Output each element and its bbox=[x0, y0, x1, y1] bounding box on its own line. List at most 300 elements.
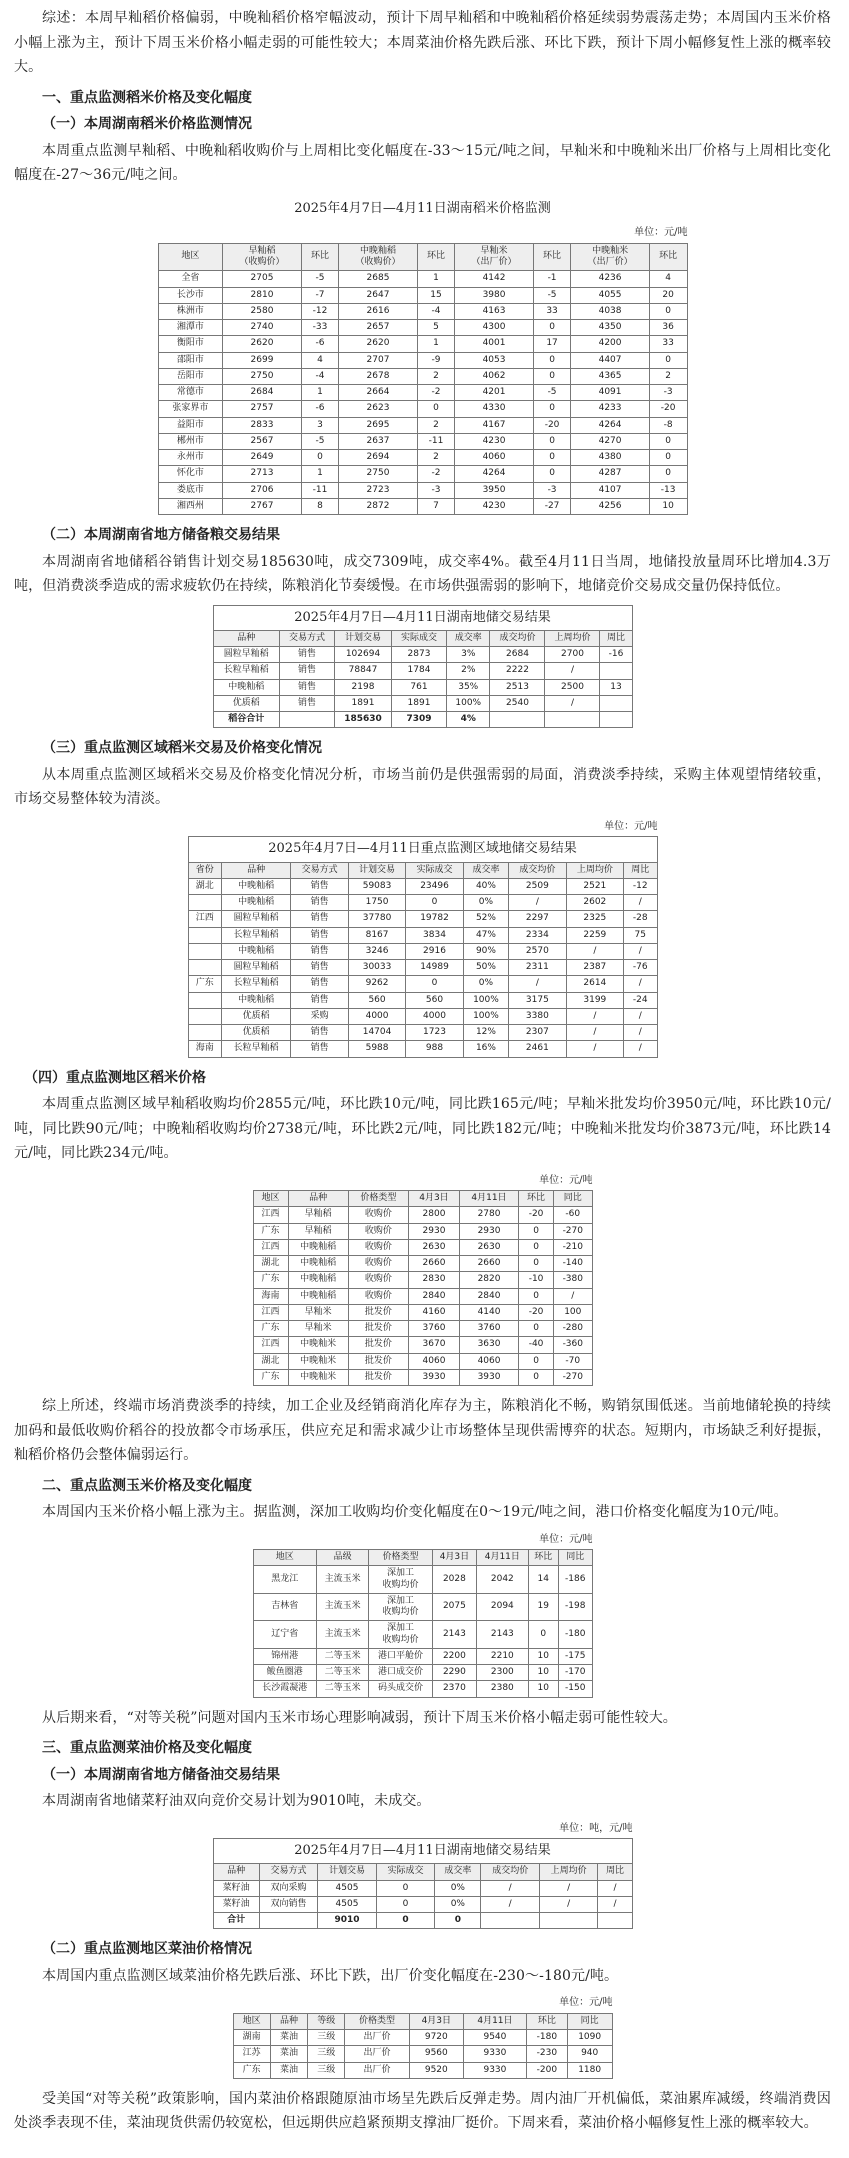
table-cell: 广东 bbox=[253, 1369, 288, 1385]
table-cell: 中晚籼稻 bbox=[221, 992, 290, 1008]
table-cell: -3 bbox=[533, 482, 571, 498]
table-cell: 港口平舱价 bbox=[369, 1648, 432, 1664]
table-cell: 江西 bbox=[253, 1337, 288, 1353]
table-cell: 3175 bbox=[509, 992, 566, 1008]
table-cell: 2695 bbox=[339, 417, 417, 433]
table-cell: -9 bbox=[417, 352, 455, 368]
table-cell: 销售 bbox=[280, 679, 335, 695]
table-cell: 销售 bbox=[291, 1041, 348, 1057]
table-row bbox=[253, 1272, 592, 1288]
column-header: 成交率 bbox=[435, 1864, 481, 1880]
table-cell: 4000 bbox=[406, 1008, 463, 1024]
table-cell: 优质稻 bbox=[213, 695, 280, 711]
hunan-rice-table-title: 2025年4月7日—4月11日湖南稻米价格监测 bbox=[294, 200, 551, 216]
table-cell: 江西 bbox=[188, 911, 221, 927]
table-cell: 3670 bbox=[408, 1337, 459, 1353]
table-cell: 菜油 bbox=[270, 2030, 307, 2046]
column-header: 成交均价 bbox=[490, 630, 545, 646]
section3-p3: 受美国“对等关税”政策影响，国内菜油价格跟随原油市场呈先跌后反弹走势。周内油厂开机偏低，菜油累库减缓，终端消费因处淡季表现不佳，菜油现货供需仍较宽松，但远期供应趋紧预期支撑油厂挺价。下周来看，菜油价格小幅修复性上涨的概率较大。 bbox=[14, 2090, 831, 2132]
table-cell: 9262 bbox=[348, 976, 405, 992]
table-cell: 菜油 bbox=[270, 2046, 307, 2062]
column-header: 实际成交 bbox=[406, 862, 463, 878]
table-cell: 2042 bbox=[477, 1566, 528, 1594]
table-cell: 10 bbox=[528, 1665, 558, 1681]
table-cell: 19782 bbox=[406, 911, 463, 927]
table-cell: 三级 bbox=[308, 2046, 345, 2062]
table-cell: / bbox=[509, 895, 566, 911]
table-cell: 5 bbox=[417, 320, 455, 336]
table-cell: -230 bbox=[526, 2046, 567, 2062]
table-cell: 海南 bbox=[188, 1041, 221, 1057]
table-row bbox=[158, 368, 687, 384]
table-cell: 2649 bbox=[223, 450, 301, 466]
table-cell: 0 bbox=[533, 433, 571, 449]
table-cell: -13 bbox=[649, 482, 687, 498]
table-cell: 2602 bbox=[566, 895, 623, 911]
table-cell: 4000 bbox=[348, 1008, 405, 1024]
table-cell: 2075 bbox=[432, 1593, 476, 1621]
table-row bbox=[158, 482, 687, 498]
table-cell: 100% bbox=[463, 992, 508, 1008]
table-cell: 1784 bbox=[392, 663, 447, 679]
table-row bbox=[253, 1239, 592, 1255]
table-cell: 3760 bbox=[408, 1321, 459, 1337]
table-row bbox=[188, 1041, 657, 1057]
table-cell: 0 bbox=[649, 450, 687, 466]
table-header-row bbox=[213, 630, 632, 646]
table-cell: 40% bbox=[463, 878, 508, 894]
table-cell: / bbox=[539, 1880, 597, 1896]
table-cell: / bbox=[545, 663, 600, 679]
column-header: 同比 bbox=[554, 1191, 592, 1207]
table-cell: 47% bbox=[463, 927, 508, 943]
table-cell: 4055 bbox=[571, 287, 649, 303]
table-cell: 长沙霞凝港 bbox=[253, 1681, 316, 1697]
table-cell: 50% bbox=[463, 960, 508, 976]
table-cell: 张家界市 bbox=[158, 401, 223, 417]
section1-sub2-heading: （二）本周湖南省地方储备粮交易结果 bbox=[42, 527, 280, 543]
table-cell: / bbox=[566, 1008, 623, 1024]
table-cell: 长沙市 bbox=[158, 287, 223, 303]
table-row bbox=[253, 1288, 592, 1304]
table-cell: 4230 bbox=[455, 498, 533, 514]
table-cell: 8 bbox=[301, 498, 339, 514]
table-cell: 0 bbox=[519, 1321, 554, 1337]
column-header: 环比 bbox=[528, 1550, 558, 1566]
table-cell: 2800 bbox=[408, 1207, 459, 1223]
table-cell: -27 bbox=[533, 498, 571, 514]
column-header: 同比 bbox=[559, 1550, 592, 1566]
region-reserve-table-wrap bbox=[188, 818, 658, 1058]
column-header: 价格类型 bbox=[345, 2013, 409, 2029]
table-cell: -4 bbox=[417, 303, 455, 319]
table-cell: 10 bbox=[528, 1648, 558, 1664]
table-cell: 2620 bbox=[339, 336, 417, 352]
region-rice-price-table bbox=[253, 1190, 593, 1386]
table-cell: 0 bbox=[417, 401, 455, 417]
table-cell: 邵阳市 bbox=[158, 352, 223, 368]
table-cell: 批发价 bbox=[348, 1337, 408, 1353]
column-header: 早籼米 （出厂价） bbox=[455, 243, 533, 271]
table-cell: 14989 bbox=[406, 960, 463, 976]
table-row bbox=[253, 1321, 592, 1337]
table-cell: 株洲市 bbox=[158, 303, 223, 319]
table-row bbox=[253, 1353, 592, 1369]
table-cell: 2660 bbox=[459, 1256, 518, 1272]
table-cell: 14 bbox=[528, 1566, 558, 1594]
table-cell: 36 bbox=[649, 320, 687, 336]
column-header: 交易方式 bbox=[280, 630, 335, 646]
table-cell: 988 bbox=[406, 1041, 463, 1057]
table-row bbox=[158, 303, 687, 319]
table-cell: -24 bbox=[624, 992, 657, 1008]
table-row bbox=[158, 466, 687, 482]
table-row bbox=[188, 878, 657, 894]
table-row bbox=[253, 1566, 592, 1594]
table-cell bbox=[188, 1008, 221, 1024]
table-cell: 中晚籼稻 bbox=[288, 1239, 348, 1255]
table-row bbox=[158, 450, 687, 466]
table-cell: 批发价 bbox=[348, 1321, 408, 1337]
table-cell: / bbox=[624, 1041, 657, 1057]
table-cell: 0 bbox=[519, 1369, 554, 1385]
table-cell: 衡阳市 bbox=[158, 336, 223, 352]
table-cell: 3630 bbox=[459, 1337, 518, 1353]
table-cell: 广东 bbox=[188, 976, 221, 992]
table-cell: 鲅鱼圈港 bbox=[253, 1665, 316, 1681]
table-cell: 4365 bbox=[571, 368, 649, 384]
column-header: 地区 bbox=[233, 2013, 270, 2029]
hunan-reserve-table-wrap bbox=[213, 605, 633, 729]
table-cell: 0 bbox=[406, 895, 463, 911]
corn-price-table bbox=[253, 1549, 593, 1698]
table-cell: 江西 bbox=[253, 1207, 288, 1223]
table-cell: 0 bbox=[649, 352, 687, 368]
table-row bbox=[188, 1025, 657, 1041]
table-total-row bbox=[213, 1913, 632, 1929]
table-cell: 4256 bbox=[571, 498, 649, 514]
table-cell: 收购价 bbox=[348, 1239, 408, 1255]
table-cell: -270 bbox=[554, 1223, 592, 1239]
table-cell: 江西 bbox=[253, 1239, 288, 1255]
column-header: 周比 bbox=[598, 1864, 632, 1880]
table-cell: 9330 bbox=[463, 2062, 526, 2078]
table-cell: 8167 bbox=[348, 927, 405, 943]
table-cell: 4 bbox=[649, 271, 687, 287]
table-cell: -175 bbox=[559, 1648, 592, 1664]
table-cell: 1 bbox=[417, 271, 455, 287]
table-cell: 0 bbox=[528, 1621, 558, 1649]
table-cell: 4091 bbox=[571, 385, 649, 401]
table-cell: 2723 bbox=[339, 482, 417, 498]
table-cell: / bbox=[509, 976, 566, 992]
table-cell: 湖南 bbox=[233, 2030, 270, 2046]
table-cell: 9720 bbox=[409, 2030, 463, 2046]
table-cell: 2694 bbox=[339, 450, 417, 466]
hunan-rice-price-table bbox=[158, 243, 688, 515]
column-header: 4月3日 bbox=[408, 1191, 459, 1207]
table-cell: 长粒早籼稻 bbox=[221, 976, 290, 992]
table-cell: 合计 bbox=[213, 1913, 259, 1929]
oil-reserve-table-wrap bbox=[213, 1820, 633, 1930]
table-cell bbox=[188, 960, 221, 976]
table-cell: 长粒早籼稻 bbox=[213, 663, 280, 679]
table-cell: 3980 bbox=[455, 287, 533, 303]
table-cell: 湖北 bbox=[253, 1353, 288, 1369]
table-row bbox=[158, 287, 687, 303]
column-header: 4月11日 bbox=[459, 1191, 518, 1207]
table-cell: 2660 bbox=[408, 1256, 459, 1272]
table-cell: -3 bbox=[649, 385, 687, 401]
table-cell: 0 bbox=[519, 1353, 554, 1369]
table-cell: 17 bbox=[533, 336, 571, 352]
table-row bbox=[158, 417, 687, 433]
table-cell: -5 bbox=[301, 433, 339, 449]
table-cell: 销售 bbox=[291, 960, 348, 976]
table-row bbox=[188, 943, 657, 959]
column-header: 省份 bbox=[188, 862, 221, 878]
table-cell bbox=[188, 1025, 221, 1041]
table-cell: -12 bbox=[301, 303, 339, 319]
table-cell: 中晚籼米 bbox=[288, 1353, 348, 1369]
table-cell: 长粒早籼稻 bbox=[221, 1041, 290, 1057]
table-cell: 4% bbox=[447, 712, 490, 728]
column-header: 地区 bbox=[253, 1191, 288, 1207]
table-cell: 2750 bbox=[223, 368, 301, 384]
table-cell: 2143 bbox=[432, 1621, 476, 1649]
column-header: 中晚籼米 （出厂价） bbox=[571, 243, 649, 271]
table-cell: -170 bbox=[559, 1665, 592, 1681]
table-cell: 2810 bbox=[223, 287, 301, 303]
table-row bbox=[253, 1648, 592, 1664]
table-cell: 2521 bbox=[566, 878, 623, 894]
column-header: 早籼稻 （收购价） bbox=[223, 243, 301, 271]
table-cell: 2% bbox=[447, 663, 490, 679]
table-row bbox=[233, 2062, 612, 2078]
table-cell: 0% bbox=[463, 976, 508, 992]
column-header: 4月11日 bbox=[477, 1550, 528, 1566]
column-header: 计划交易 bbox=[348, 862, 405, 878]
table-cell: -1 bbox=[533, 271, 571, 287]
summary-paragraph: 综述：本周早籼稻价格偏弱，中晚籼稻价格窄幅波动，预计下周早籼稻和中晚籼稻价格延续弱势震荡走势；本周国内玉米价格小幅上涨为主，预计下周玉米价格小幅走弱的可能性较大；本周菜油价格先跌后涨、环比下跌，预计下周小幅修复性上涨的概率较大。 bbox=[14, 10, 831, 75]
table-cell: 早籼米 bbox=[288, 1304, 348, 1320]
table-cell: / bbox=[624, 976, 657, 992]
table-cell: 0 bbox=[533, 368, 571, 384]
table-cell: 185630 bbox=[335, 712, 392, 728]
table-cell: -20 bbox=[519, 1304, 554, 1320]
table-cell: 2028 bbox=[432, 1566, 476, 1594]
table-cell: 1 bbox=[301, 466, 339, 482]
table-cell: 9330 bbox=[463, 2046, 526, 2062]
section1-p2: 本周湖南省地储稻谷销售计划交易185630吨，成交7309吨，成交率4%。截至4月11日当周，地储投放量周环比增加4.3万吨，但消费淡季造成的需求疲软仍在持续，陈粮消化节奏缓慢。在市场供强需弱的影响下，地储竞价交易成交量仍保持低位。 bbox=[14, 553, 831, 594]
table-cell: 4201 bbox=[455, 385, 533, 401]
table-row bbox=[213, 695, 632, 711]
table-cell: 4 bbox=[301, 352, 339, 368]
table-cell: 海南 bbox=[253, 1288, 288, 1304]
table-cell: 2325 bbox=[566, 911, 623, 927]
table-cell: 2750 bbox=[339, 466, 417, 482]
table-cell: 4062 bbox=[455, 368, 533, 384]
table-cell: 2540 bbox=[490, 695, 545, 711]
table-cell: 4236 bbox=[571, 271, 649, 287]
table-title: 2025年4月7日—4月11日湖南地储交易结果 bbox=[213, 605, 632, 630]
table-cell: -70 bbox=[554, 1353, 592, 1369]
table-cell: 3950 bbox=[455, 482, 533, 498]
table-cell: 中晚籼稻 bbox=[288, 1272, 348, 1288]
column-header: 同比 bbox=[567, 2013, 612, 2029]
table-row bbox=[253, 1223, 592, 1239]
table-cell: -16 bbox=[600, 647, 632, 663]
table-cell: 收购价 bbox=[348, 1207, 408, 1223]
table-cell: 2664 bbox=[339, 385, 417, 401]
table-cell: 2700 bbox=[545, 647, 600, 663]
table-cell: 1 bbox=[301, 385, 339, 401]
table-cell: 早籼稻 bbox=[288, 1223, 348, 1239]
table-row bbox=[158, 401, 687, 417]
column-header: 交易方式 bbox=[259, 1864, 317, 1880]
table-cell: -5 bbox=[301, 271, 339, 287]
table-cell bbox=[280, 712, 335, 728]
column-header: 环比 bbox=[533, 243, 571, 271]
table-row bbox=[253, 1304, 592, 1320]
table-cell: / bbox=[598, 1880, 632, 1896]
table-row bbox=[188, 895, 657, 911]
hunan-reserve-trade-table bbox=[213, 605, 633, 729]
table-header-row bbox=[253, 1550, 592, 1566]
table-cell: 7309 bbox=[392, 712, 447, 728]
table-cell: 广东 bbox=[253, 1272, 288, 1288]
table-row bbox=[188, 1008, 657, 1024]
table-row bbox=[158, 433, 687, 449]
table-cell: 2570 bbox=[509, 943, 566, 959]
table-cell: 2500 bbox=[545, 679, 600, 695]
table-cell: 2370 bbox=[432, 1681, 476, 1697]
table-cell: 0% bbox=[435, 1896, 481, 1912]
column-header: 成交率 bbox=[463, 862, 508, 878]
table-cell: 0 bbox=[533, 466, 571, 482]
table-cell: 2143 bbox=[477, 1621, 528, 1649]
region-reserve-table-unit: 单位：元/吨 bbox=[604, 820, 658, 832]
table-cell: 560 bbox=[348, 992, 405, 1008]
table-cell: 2290 bbox=[432, 1665, 476, 1681]
table-cell: 4350 bbox=[571, 320, 649, 336]
table-cell: 销售 bbox=[291, 943, 348, 959]
table-cell: 稻谷合计 bbox=[213, 712, 280, 728]
column-header: 4月11日 bbox=[463, 2013, 526, 2029]
table-cell: 二等玉米 bbox=[316, 1681, 368, 1697]
table-cell: 4505 bbox=[318, 1896, 376, 1912]
table-cell: 2380 bbox=[477, 1681, 528, 1697]
table-cell: 出厂价 bbox=[345, 2030, 409, 2046]
table-cell: 4163 bbox=[455, 303, 533, 319]
column-header: 计划交易 bbox=[318, 1864, 376, 1880]
table-cell: 菜籽油 bbox=[213, 1880, 259, 1896]
table-cell: 100 bbox=[554, 1304, 592, 1320]
table-cell: 中晚籼稻 bbox=[288, 1288, 348, 1304]
region-rice-price-table-unit: 单位：元/吨 bbox=[539, 1174, 593, 1186]
table-cell: 双向采购 bbox=[259, 1880, 317, 1896]
table-cell: 菜油 bbox=[270, 2062, 307, 2078]
table-row bbox=[253, 1593, 592, 1621]
table-cell: 锦州港 bbox=[253, 1648, 316, 1664]
table-row bbox=[188, 911, 657, 927]
table-cell: 2616 bbox=[339, 303, 417, 319]
table-cell: 2840 bbox=[459, 1288, 518, 1304]
table-cell: 0 bbox=[649, 433, 687, 449]
section1-sub3-heading: （三）重点监测区域稻米交易及价格变化情况 bbox=[42, 740, 322, 757]
table-cell: 销售 bbox=[291, 992, 348, 1008]
table-cell: -20 bbox=[649, 401, 687, 417]
table-cell: 30033 bbox=[348, 960, 405, 976]
section1-sub1-heading: （一）本周湖南稻米价格监测情况 bbox=[42, 116, 252, 132]
table-cell: 2630 bbox=[408, 1239, 459, 1255]
table-row bbox=[213, 663, 632, 679]
section1-p5: 综上所述，终端市场消费淡季的持续，加工企业及经销商消化库存为主，陈粮消化不畅，购销氛围低迷。当前地储轮换的持续加码和最低收购价稻谷的投放都令市场承压，供应充足和需求减少让市场整体呈现供需博弈的状态。短期内，市场缺乏利好提振，籼稻价格仍会整体偏弱运行。 bbox=[14, 1398, 831, 1463]
table-cell: 2767 bbox=[223, 498, 301, 514]
table-cell: 销售 bbox=[291, 895, 348, 911]
table-cell: -6 bbox=[301, 336, 339, 352]
table-cell bbox=[545, 712, 600, 728]
table-row bbox=[158, 352, 687, 368]
table-cell: 4264 bbox=[455, 466, 533, 482]
column-header: 环比 bbox=[417, 243, 455, 271]
column-header: 环比 bbox=[301, 243, 339, 271]
table-cell: 4140 bbox=[459, 1304, 518, 1320]
table-cell: 菜籽油 bbox=[213, 1896, 259, 1912]
column-header: 4月3日 bbox=[432, 1550, 476, 1566]
table-cell: 12% bbox=[463, 1025, 508, 1041]
table-cell: -180 bbox=[526, 2030, 567, 2046]
table-cell: 0 bbox=[519, 1223, 554, 1239]
table-cell: 2210 bbox=[477, 1648, 528, 1664]
table-cell: 销售 bbox=[280, 663, 335, 679]
table-cell: 75 bbox=[624, 927, 657, 943]
column-header: 价格类型 bbox=[348, 1191, 408, 1207]
table-cell: 19 bbox=[528, 1593, 558, 1621]
table-row bbox=[213, 1880, 632, 1896]
table-cell: 2647 bbox=[339, 287, 417, 303]
table-cell: 出厂价 bbox=[345, 2062, 409, 2078]
table-cell: 2387 bbox=[566, 960, 623, 976]
table-cell: 深加工 收购均价 bbox=[369, 1566, 432, 1594]
table-cell: 三级 bbox=[308, 2062, 345, 2078]
section3-sub2-heading: （二）重点监测地区菜油价格情况 bbox=[42, 1941, 252, 1958]
table-cell: 4505 bbox=[318, 1880, 376, 1896]
table-cell: 16% bbox=[463, 1041, 508, 1057]
table-cell: -2 bbox=[417, 466, 455, 482]
table-cell: 9560 bbox=[409, 2046, 463, 2062]
table-cell: 37780 bbox=[348, 911, 405, 927]
table-cell: 0 bbox=[519, 1239, 554, 1255]
table-cell: 2614 bbox=[566, 976, 623, 992]
hunan-rice-table-unit: 单位：元/吨 bbox=[634, 227, 688, 239]
table-cell bbox=[188, 927, 221, 943]
table-cell: 0% bbox=[463, 895, 508, 911]
table-cell: 2713 bbox=[223, 466, 301, 482]
table-cell: -10 bbox=[519, 1272, 554, 1288]
table-cell: 广东 bbox=[233, 2062, 270, 2078]
table-cell: 1180 bbox=[567, 2062, 612, 2078]
table-cell: 1750 bbox=[348, 895, 405, 911]
table-header-row bbox=[253, 1191, 592, 1207]
table-cell: 2580 bbox=[223, 303, 301, 319]
table-cell: 14704 bbox=[348, 1025, 405, 1041]
table-row bbox=[188, 976, 657, 992]
table-cell: / bbox=[539, 1896, 597, 1912]
table-cell: -380 bbox=[554, 1272, 592, 1288]
table-cell: -180 bbox=[559, 1621, 592, 1649]
table-cell: 4300 bbox=[455, 320, 533, 336]
